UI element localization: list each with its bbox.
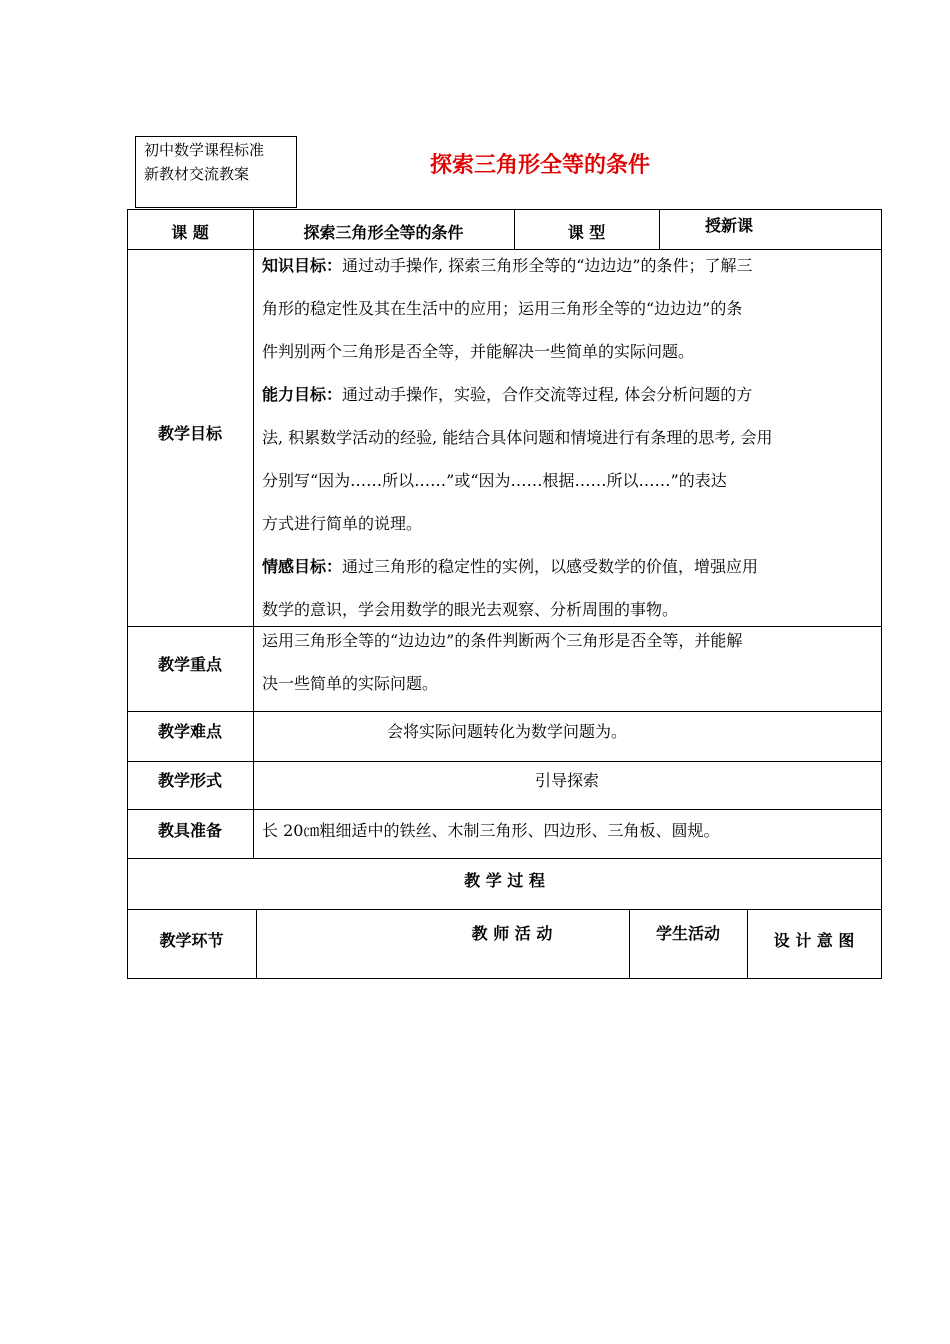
form-value: 引导探索	[534, 771, 599, 790]
emotion-objective-key: 情感目标：	[262, 557, 343, 576]
type-label: 课 型	[567, 223, 606, 242]
col-stage: 教学环节	[159, 931, 224, 950]
table-border	[127, 909, 882, 910]
table-border	[127, 858, 882, 859]
ability-objective: 能力目标：通过动手操作，实验，合作交流等过程, 体会分析问题的方	[262, 385, 753, 404]
series-label-box	[135, 136, 297, 208]
table-border	[127, 711, 882, 712]
key-points-text: 运用三角形全等的“边边边”的条件判断两个三角形是否全等，并能解 决一些简单的实际问题。	[262, 631, 743, 693]
objectives-text: 知识目标：通过动手操作, 探索三角形全等的“边边边”的条件；了解三 角形的稳定性及其在生活中的应用；运用三角形全等的“边边边”的条 件判别两个三角形是否全等，并能解决一些简单的实际问题。 能力目标：通过动手操作，实验，合作交流等过程, 体会分析问题的方 法, 积累数学活动的经验, 能结合具体问题和情境进行有条理的思考, 会用 分别写“因为……所以……”或“因为……根据……所以……”的表达 方式进行简单的说理。 情感目标：通过三角形的稳定性的实例，以感受数学的价值，增强应用 数学的意识，学会用数学的眼光去观察、分析周围的事物。	[262, 244, 877, 631]
table-border	[256, 909, 257, 979]
objectives-label: 教学目标	[157, 424, 222, 443]
series-label-line2: 新教材交流教案	[144, 165, 250, 183]
form-label: 教学形式	[157, 771, 222, 790]
table-border	[127, 761, 882, 762]
page-title: 探索三角形全等的条件	[429, 153, 650, 178]
table-border	[127, 209, 882, 210]
table-border	[881, 209, 882, 979]
tools-value: 长 20㎝粗细适中的铁丝、木制三角形、四边形、三角板、圆规。	[262, 821, 720, 840]
key-points-label: 教学重点	[157, 655, 222, 674]
table-border	[127, 809, 882, 810]
knowledge-objective: 知识目标：通过动手操作, 探索三角形全等的“边边边”的条件；了解三	[262, 256, 753, 275]
emotion-objective: 情感目标：通过三角形的稳定性的实例，以感受数学的价值，增强应用	[262, 557, 759, 576]
col-student: 学生活动	[655, 924, 720, 943]
ability-objective-key: 能力目标：	[262, 385, 343, 404]
difficulty-label: 教学难点	[157, 722, 222, 741]
knowledge-objective-key: 知识目标：	[262, 256, 343, 275]
topic-value: 探索三角形全等的条件	[303, 223, 464, 242]
table-border	[629, 909, 630, 979]
difficulty-value: 会将实际问题转化为数学问题为。	[387, 722, 628, 741]
col-design: 设 计 意 图	[773, 931, 855, 950]
tools-label: 教具准备	[157, 821, 222, 840]
table-border	[127, 209, 128, 979]
col-teacher: 教 师 活 动	[471, 924, 553, 943]
series-label-line1: 初中数学课程标准	[144, 141, 265, 159]
table-border	[127, 978, 882, 979]
type-value: 授新课	[705, 216, 754, 235]
topic-label: 课 题	[171, 223, 209, 242]
table-border	[253, 209, 254, 859]
process-title: 教 学 过 程	[464, 871, 545, 890]
